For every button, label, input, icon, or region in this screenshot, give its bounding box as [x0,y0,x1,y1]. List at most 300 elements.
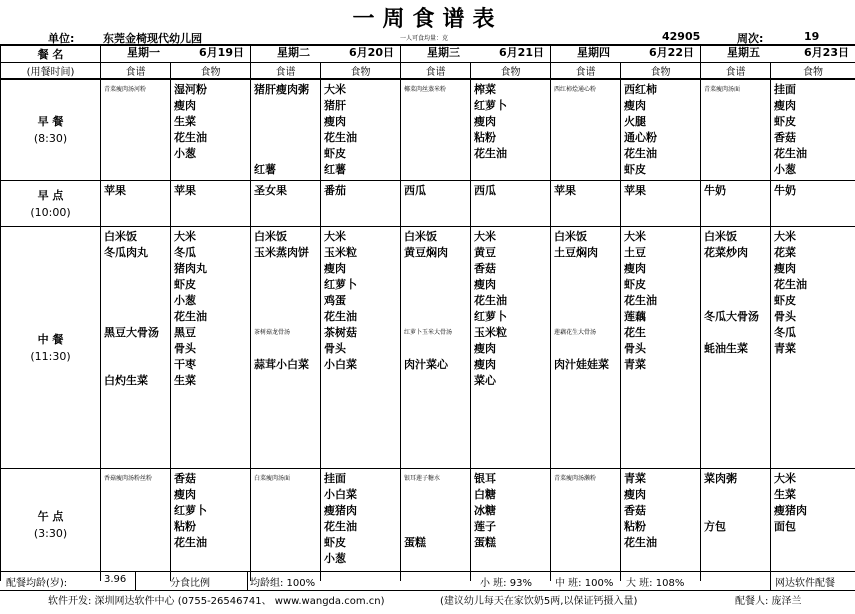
recipe-item: 青菜瘦肉汤河粉 [104,86,147,93]
food-item: 大米 [774,230,796,243]
meal-name-header: 餐 名 [1,45,101,63]
recipe-item: 西红柿烩通心粉 [554,86,597,93]
food-cell [471,181,551,227]
recipe-item [104,277,167,293]
food-item: 猪肝 [324,99,346,112]
food-item: 红萝卜 [324,278,357,291]
recipe-item: 黄豆焖肉 [404,246,448,259]
food-item: 虾皮 [774,115,796,128]
recipe-cell [101,181,171,227]
meal-name: 午 点 [37,509,64,523]
recipe-item: 茶树菇龙骨汤 [254,329,291,336]
meal-name: 早 点 [37,188,64,202]
recipe-cell [101,227,171,469]
recipe-item: 白米饭 [254,230,287,243]
food-item: 火腿 [624,115,646,128]
recipe-item [254,503,317,519]
food-item: 瘦肉 [324,115,346,128]
recipe-item [104,261,167,277]
recipe-item: 冬瓜大骨汤 [704,310,759,323]
meal-row-breakfast [1,79,855,181]
food-item: 菜心 [474,374,496,387]
recipe-item [554,519,617,535]
recipe-item: 玉米蒸肉饼 [254,246,309,259]
food-item: 大米 [174,230,196,243]
food-item: 冰糖 [474,504,496,517]
food-cell [171,227,251,469]
recipe-item [704,325,767,341]
day-header-wed: 星期三 6月21日 [427,46,544,59]
recipe-subheader: 食谱 [251,63,321,80]
unit-value: 东莞金椅现代幼儿园 [103,32,202,45]
recipe-cell [551,469,621,581]
recipe-item: 青菜瘦肉汤面 [704,86,741,93]
recipe-item: 蛋糕 [404,536,426,549]
recipe-item [254,114,317,130]
recipe-item [404,309,467,325]
food-item: 花生油 [174,131,207,144]
food-item: 花生油 [624,294,657,307]
recipe-item [404,341,467,357]
recipe-item [704,146,767,162]
recipe-item [554,293,617,309]
recipe-item: 苹果 [104,184,126,197]
recipe-item [254,146,317,162]
middle-class-ratio: 中 班: 100% [555,578,614,589]
recipe-item: 椰菜肉丝蒸米粉 [404,86,447,93]
recipe-cell [551,227,621,469]
day-header-fri: 星期五 6月23日 [727,46,849,59]
recipe-subheader: 食谱 [101,63,171,80]
food-item: 花生油 [174,310,207,323]
food-item: 干枣 [174,358,196,371]
food-item: 香菇 [474,262,496,275]
recipe-cell [101,79,171,181]
food-item: 莲子 [474,520,496,533]
food-item: 虾皮 [624,163,646,176]
food-item: 通心粉 [624,131,657,144]
recipe-item [554,114,617,130]
meal-row-morning-snack [1,181,855,227]
meal-row-lunch [1,227,855,469]
food-item: 小白菜 [324,488,357,501]
food-item: 西红柿 [624,83,657,96]
meal-label-cell [1,181,101,227]
recipe-item [254,551,317,567]
food-cell [771,227,855,469]
recipe-subheader: 食谱 [701,63,771,80]
food-item: 莲藕 [624,310,646,323]
food-item: 骨头 [774,310,796,323]
meal-label-cell [1,79,101,181]
recipe-cell [401,79,471,181]
recipe-item [404,487,467,503]
food-item: 挂面 [324,472,346,485]
recipe-item [704,373,767,389]
food-item: 花生油 [624,147,657,160]
food-cell [771,181,855,227]
recipe-item: 黑豆大骨汤 [104,326,159,339]
food-item: 瘦肉 [474,358,496,371]
recipe-item [404,519,467,535]
food-item: 骨头 [174,342,196,355]
recipe-subheader: 食谱 [401,63,471,80]
food-item: 花菜 [774,246,796,259]
recipe-item [404,261,467,277]
developer-credit: 软件开发: 深圳网达软件中心 (0755-26546741、 www.wangda.com.cn) [48,596,385,607]
food-item: 挂面 [774,83,796,96]
food-item: 花生油 [774,278,807,291]
food-item: 花生油 [174,536,207,549]
recipe-item [254,277,317,293]
recipe-cell [251,227,321,469]
day-header-mon: 星期一 6月19日 [127,46,244,59]
food-item: 瘦肉 [624,488,646,501]
food-cell [771,79,855,181]
recipe-item: 红萝卜玉米大骨汤 [404,329,453,336]
food-cell [621,181,701,227]
recipe-item [704,98,767,114]
recipe-item [254,519,317,535]
food-item [324,373,397,389]
food-item: 土豆 [624,246,646,259]
recipe-item [104,293,167,309]
food-item: 虾皮 [324,536,346,549]
big-class-ratio: 大 班: 108% [626,578,685,589]
recipe-item [704,261,767,277]
food-item: 生菜 [774,488,796,501]
recipe-item: 菜肉粥 [704,472,737,485]
food-item: 花生油 [474,147,507,160]
food-item: 蛋糕 [474,536,496,549]
food-item: 瘦肉 [624,262,646,275]
recipe-item [254,309,317,325]
food-item: 虾皮 [624,278,646,291]
food-item: 瘦猪肉 [324,504,357,517]
meal-time-header: (用餐时间) [1,63,101,80]
recipe-item [104,146,167,162]
food-item: 花生油 [624,536,657,549]
food-item: 粘粉 [624,520,646,533]
recipe-cell [701,181,771,227]
recipe-item: 蚝油生菜 [704,342,748,355]
recipe-item [254,487,317,503]
recipe-item: 西瓜 [404,184,426,197]
food-item [174,162,247,178]
food-item: 花生油 [324,131,357,144]
food-item: 瘦肉 [174,488,196,501]
food-cell [621,469,701,581]
food-item: 红萝卜 [474,310,507,323]
recipe-item: 土豆焖肉 [554,246,598,259]
recipe-item [254,341,317,357]
recipe-item [704,503,767,519]
recipe-item [554,146,617,162]
meal-time: (8:30) [33,132,68,145]
menu-table [0,44,855,581]
recipe-item [404,130,467,146]
food-item: 花生油 [474,294,507,307]
food-item: 小白菜 [324,358,357,371]
food-item: 香菇 [174,472,196,485]
recipe-cell [701,227,771,469]
food-item: 瘦肉 [474,115,496,128]
food-item: 小葱 [324,552,346,565]
sheet-number: 42905 [662,30,701,43]
recipe-item [104,535,167,551]
food-item: 瘦肉 [174,99,196,112]
recipe-cell [401,469,471,581]
meal-time: (10:00) [30,205,71,219]
food-item: 榨菜 [474,83,496,96]
recipe-cell [251,469,321,581]
recipe-cell [101,469,171,581]
food-item: 骨头 [324,342,346,355]
recipe-item: 银耳莲子糖水 [404,475,441,482]
food-item: 小葱 [174,147,196,160]
recipe-item [104,503,167,519]
food-cell [171,469,251,581]
recipe-item [254,293,317,309]
recipe-item [104,519,167,535]
food-item: 花生油 [774,147,807,160]
food-subheader: 食物 [171,63,251,80]
recipe-item: 白米饭 [404,230,437,243]
recipe-cell [701,79,771,181]
recipe-item [404,373,467,389]
recipe-cell [251,79,321,181]
food-item: 生菜 [174,115,196,128]
food-subheader: 食物 [621,63,701,80]
food-item: 生菜 [174,374,196,387]
recipe-item [104,357,167,373]
food-item: 玉米粒 [474,326,507,339]
recipe-item: 圣女果 [254,184,287,197]
food-cell [321,79,401,181]
food-cell [771,469,855,581]
weight-note: 一人可食均量：克 [400,35,449,42]
food-item: 骨头 [624,342,646,355]
recipe-item [554,98,617,114]
food-item: 黄豆 [474,246,496,259]
food-item: 红萝卜 [174,504,207,517]
recipe-item [254,98,317,114]
food-item: 黑豆 [174,326,196,339]
food-item: 瘦肉 [774,262,796,275]
recipe-item: 白灼生菜 [104,374,148,387]
food-item: 青菜 [624,358,646,371]
recipe-item: 白米饭 [554,230,587,243]
recipe-item: 白米饭 [104,230,137,243]
recipe-item [404,503,467,519]
food-item: 茶树菇 [324,326,357,339]
recipe-item: 猪肝瘦肉粥 [254,83,309,96]
recipe-item [704,293,767,309]
recipe-item [554,261,617,277]
age-value: 3.96 [104,574,127,585]
recipe-item: 青菜瘦肉汤濑粉 [554,475,597,482]
recipe-cell [401,181,471,227]
recipe-item [104,98,167,114]
recipe-item [704,487,767,503]
food-item [774,357,852,373]
food-item: 瘦猪肉 [774,504,807,517]
food-cell [321,181,401,227]
meal-label-cell [1,227,101,469]
food-item: 鸡蛋 [324,294,346,307]
food-cell [171,79,251,181]
recipe-item: 白米饭 [704,230,737,243]
recipe-item [704,277,767,293]
recipe-cell [251,181,321,227]
food-cell [471,79,551,181]
food-item: 西瓜 [474,184,496,197]
food-item: 粘粉 [474,131,496,144]
recipe-item: 蒜茸小白菜 [254,358,309,371]
food-cell [621,79,701,181]
recipe-item: 莲藕花生大骨汤 [554,329,597,336]
food-item: 红萝卜 [474,99,507,112]
food-subheader: 食物 [471,63,551,80]
food-item: 虾皮 [324,147,346,160]
small-class-ratio: 小 班: 93% [480,578,532,589]
recipe-item [254,130,317,146]
recipe-cell [551,79,621,181]
food-subheader: 食物 [771,63,855,80]
recipe-item [554,535,617,551]
recipe-item [704,357,767,373]
recipe-item [554,162,617,178]
week-label: 周次: [737,32,764,45]
recipe-item: 香菇瘦肉汤粉丝粉 [104,475,153,482]
food-cell [471,227,551,469]
food-item: 冬瓜 [774,326,796,339]
recipe-item [704,130,767,146]
week-value: 19 [804,30,820,43]
recipe-item: 方包 [704,520,726,533]
age-label: 配餐均龄(岁): [6,578,68,589]
food-item: 瘦肉 [474,278,496,291]
food-item: 苹果 [174,184,196,197]
recipe-item [554,277,617,293]
recipe-item [404,277,467,293]
food-item: 虾皮 [174,278,196,291]
recipe-item [554,503,617,519]
food-item [774,535,852,551]
food-item: 香菇 [624,504,646,517]
recipe-item [104,487,167,503]
recipe-item: 牛奶 [704,184,726,197]
food-item: 花生油 [324,520,357,533]
recipe-item [554,373,617,389]
food-item: 大米 [474,230,496,243]
food-item [474,162,547,178]
recipe-item: 苹果 [554,184,576,197]
recipe-subheader: 食谱 [551,63,621,80]
food-item: 小葱 [774,163,796,176]
food-item: 粘粉 [174,520,196,533]
food-item: 香菇 [774,131,796,144]
recipe-item [254,535,317,551]
food-cell [621,227,701,469]
recipe-item [104,130,167,146]
group-ratio: 均龄组: 100% [250,578,316,589]
meal-time: (3:30) [33,526,68,540]
recipe-item: 花菜炒肉 [704,246,748,259]
milk-advice: (建议幼儿每天在家饮奶5两,以保证钙摄入量) [440,596,638,607]
recipe-item [404,98,467,114]
recipe-item [104,309,167,325]
recipe-item [404,162,467,178]
food-item [774,373,852,389]
food-item: 小葱 [174,294,196,307]
page-title: 一周食谱表 [352,7,503,32]
recipe-item: 肉汁菜心 [404,358,448,371]
recipe-item [104,114,167,130]
recipe-item [104,162,167,178]
recipe-cell [551,181,621,227]
meal-time: (11:30) [30,349,71,363]
food-cell [471,469,551,581]
food-cell [321,469,401,581]
food-item: 瘦肉 [474,342,496,355]
food-item: 大米 [774,472,796,485]
food-item: 番茄 [324,184,346,197]
food-item: 青菜 [774,342,796,355]
food-item: 玉米粒 [324,246,357,259]
food-cell [171,181,251,227]
meal-row-afternoon-snack [1,469,855,581]
food-item [624,373,697,389]
food-item: 大米 [324,230,346,243]
day-header-thu: 星期四 6月22日 [577,46,694,59]
food-item: 大米 [324,83,346,96]
food-subheader: 食物 [321,63,401,80]
food-item: 花生油 [324,310,357,323]
food-item: 青菜 [624,472,646,485]
food-item: 瘦肉 [774,99,796,112]
recipe-item [404,114,467,130]
food-item: 瘦肉 [624,99,646,112]
recipe-item [254,373,317,389]
recipe-item: 白菜瘦肉汤面 [254,475,291,482]
preparer-credit: 配餐人: 庞泽兰 [735,596,802,607]
recipe-item [404,293,467,309]
footer-bar [0,571,855,591]
food-item: 白糖 [474,488,496,501]
recipe-item [704,535,767,551]
recipe-item [554,487,617,503]
food-item: 冬瓜 [174,246,196,259]
meal-name: 中 餐 [37,332,64,346]
day-header-tue: 星期二 6月20日 [277,46,394,59]
meal-label-cell [1,469,101,581]
recipe-item [554,130,617,146]
brand-label: 网达软件配餐 [775,578,835,589]
recipe-item [704,114,767,130]
recipe-item: 冬瓜肉丸 [104,246,148,259]
recipe-cell [401,227,471,469]
food-item: 大米 [624,230,646,243]
food-item: 红薯 [324,163,346,176]
food-item: 苹果 [624,184,646,197]
recipe-item [554,341,617,357]
food-item: 银耳 [474,472,496,485]
unit-label: 单位: [48,32,75,45]
food-item: 面包 [774,520,796,533]
food-item: 瘦肉 [324,262,346,275]
recipe-item [704,162,767,178]
